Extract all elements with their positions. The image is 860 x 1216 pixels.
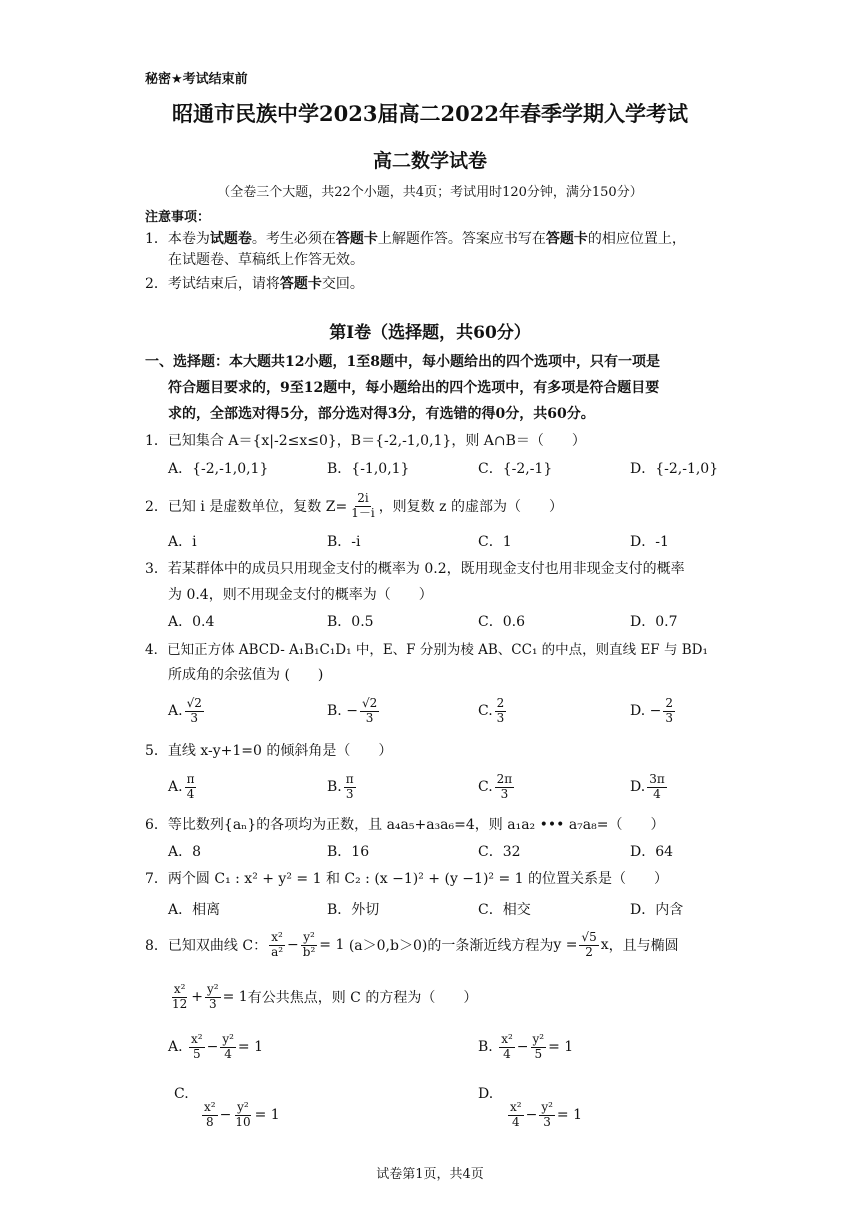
question-6-option-a: A．8 [168,844,202,860]
question-3-option-b: B．0.5 [327,614,374,630]
question-1-option-a: A．{-2,-1,0,1} [168,461,269,477]
question-6-stem: 6．等比数列{aₙ}的各项均为正数，且 a₄a₅+a₃a₆=4，则 a₁a₂ ••• a₇a₈=（ ） [145,817,665,833]
question-1-option-b: B．{-1,0,1} [327,461,410,477]
question-7-option-a: A．相离 [168,902,221,918]
question-5-option-b: B. $\frac{\pi}{3}$ [327,771,354,801]
question-2-option-d: D．-1 [630,534,669,550]
question-2-option-c: C．1 [478,534,512,550]
question-2-option-b: B．-i [327,534,361,550]
question-7-option-d: D．内含 [630,902,684,918]
question-2-stem: 2．已知 i 是虚数单位，复数 Z= $\frac{2i}{1-i}$ ，则复数 z 的虚部为（ ） [145,490,563,520]
question-4-option-a: A. $\frac{√2}{3}$ [168,695,202,725]
exam-info: （全卷三个大题，共22个小题，共4页；考试用时120分钟，满分150分） [217,185,643,200]
question-3-option-a: A．0.4 [168,614,215,630]
section-intro-3: 求的，全部选对得5分，部分选对得3分，有选错的得0分，共60分。 [168,406,595,422]
exam-title: 昭通市民族中学2023届高二2022年春季学期入学考试 [172,101,688,126]
question-2-option-a: A．i [168,534,197,550]
question-4-stem-line2: 所成角的余弦值为 ( ) [168,667,324,683]
question-5-option-c: C. $\frac{2\pi}{3}$ [478,771,513,801]
question-3-stem: 3．若某群体中的成员只用现金支付的概率为 0.2，既用现金支付也用非现金支付的概率 [145,561,685,577]
confidential-mark: 秘密★考试结束前 [145,72,248,87]
question-8-option-c-label: C. [174,1086,189,1102]
question-8-option-c: $\frac{\text{x²}}{8}$ − $\frac{\text{y²}}{10}$ = 1 [204,1099,280,1129]
note-1-line2: 在试题卷、草稿纸上作答无效。 [168,252,364,268]
question-4-option-b: B. − $\frac{√2}{3}$ [327,695,378,725]
question-5-option-a: A. $\frac{\pi}{4}$ [168,771,195,801]
exam-subtitle: 高二数学试卷 [372,150,487,172]
question-8-option-b: B. $\frac{\text{x²}}{4}$ − $\frac{\text{y²}}{5}$ = 1 [478,1031,574,1061]
question-4-option-c: C. $\frac{2}{3}$ [478,695,505,725]
question-1-option-c: C．{-2,-1} [478,461,553,477]
question-6-option-c: C．32 [478,844,521,860]
question-8-stem-line2: $\frac{\text{x²}}{12}$ + $\frac{\text{y²}}{3}$ = 1 有公共焦点，则 C 的方程为（ ） [172,981,478,1011]
question-8-option-d: $\frac{\text{x²}}{4}$ − $\frac{\text{y²}}{3}$ = 1 [510,1099,582,1129]
complex-fraction: $\frac{2i}{1-i}$ [351,490,375,520]
question-7-option-c: C．相交 [478,902,531,918]
note-2: 2．考试结束后，请将答题卡交回。 [145,276,364,292]
notes-heading: 注意事项： [145,210,211,225]
question-7-option-b: B．外切 [327,902,380,918]
question-8-stem: 8．已知双曲线 C： $\frac{\text{x²}}{\text{a²}}$ − $\frac{\text{y²}}{\text{b²}}$ = 1 (a＞0,b＞0)的一条渐近线方程为 y = $\frac{√5}{2}$ x ，且与椭圆 [145,929,679,959]
question-8-option-a: A. $\frac{\text{x²}}{5}$ − $\frac{\text{y²}}{4}$ = 1 [168,1031,264,1061]
section-intro-2: 符合题目要求的，9至12题中，每小题给出的四个选项中，有多项是符合题目要 [168,380,660,396]
note-1: 1．本卷为试题卷。考生必须在答题卡上解题作答。答案应书写在答题卡的相应位置上， [145,231,686,247]
question-3-option-d: D．0.7 [630,614,678,630]
question-6-option-b: B．16 [327,844,370,860]
question-4-option-d: D. − $\frac{2}{3}$ [630,695,674,725]
question-5-option-d: D. $\frac{3\pi}{4}$ [630,771,665,801]
question-6-option-d: D．64 [630,844,674,860]
section-title: 第Ⅰ卷（选择题，共60分） [329,323,531,343]
question-5-stem: 5．直线 x-y+1=0 的倾斜角是（ ） [145,743,393,759]
question-1-stem: 1．已知集合 A＝{x|-2≤x≤0}，B＝{-2,-1,0,1}，则 A∩B＝（ ） [145,433,586,449]
question-3-stem-line2: 为 0.4，则不用现金支付的概率为（ ） [168,587,433,603]
section-intro-1: 一、选择题：本大题共12小题，1至8题中，每小题给出的四个选项中，只有一项是 [145,354,660,370]
question-8-option-d-label: D. [478,1086,494,1102]
question-7-stem: 7．两个圆 C₁ : x² + y² = 1 和 C₂ : (x −1)² + (y −1)² = 1 的位置关系是（ ） [145,871,669,887]
question-3-option-c: C．0.6 [478,614,525,630]
question-1-option-d: D．{-2,-1,0} [630,461,719,477]
page-footer: 试卷第1页，共4页 [376,1167,484,1182]
question-4-stem: 4．已知正方体 ABCD- A₁B₁C₁D₁ 中，E、F 分别为棱 AB、CC₁ 的中点，则直线 EF 与 BD₁ [145,642,708,658]
